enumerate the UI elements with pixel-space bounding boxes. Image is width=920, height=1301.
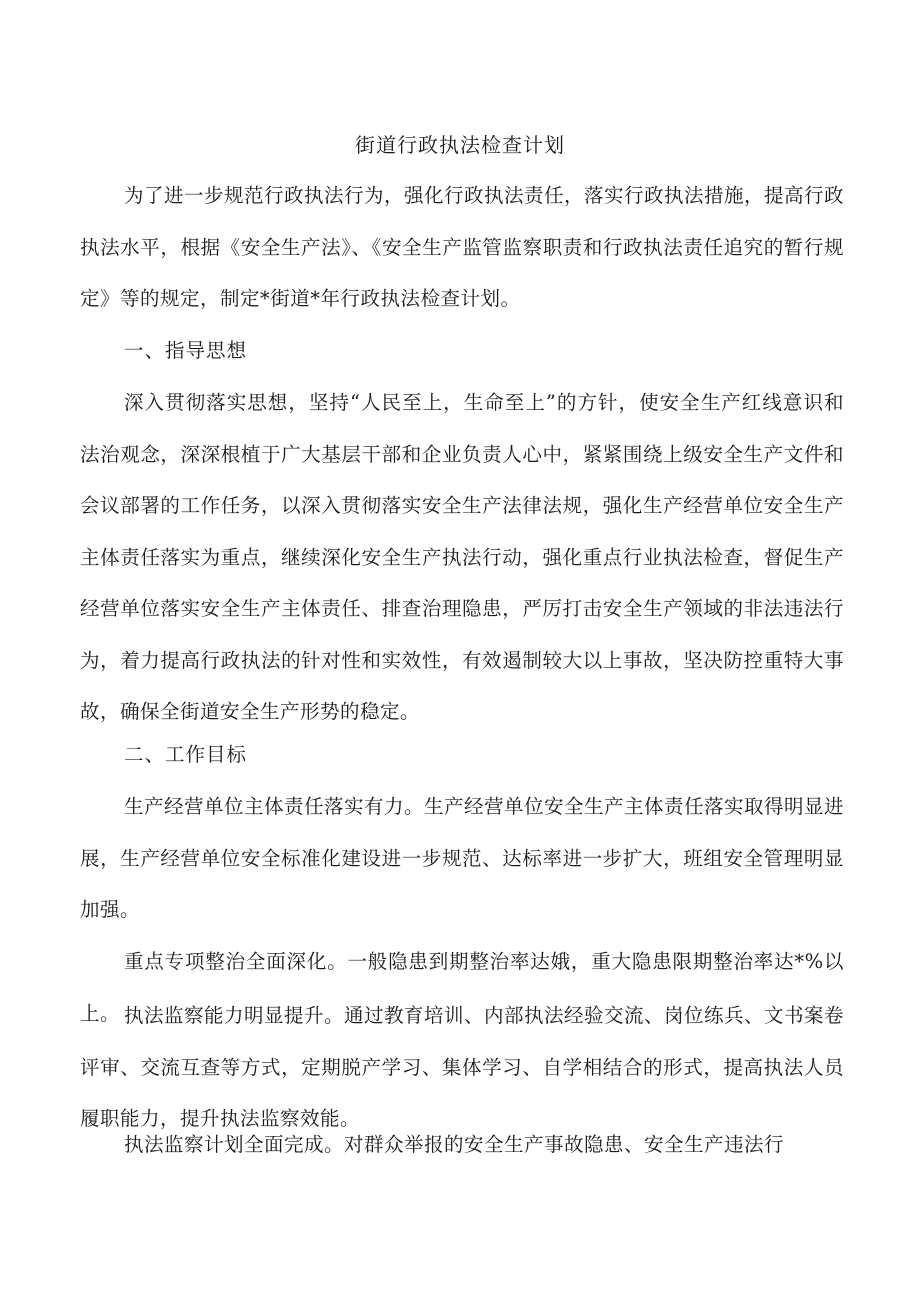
intro-paragraph: 为了进一步规范行政执法行为，强化行政执法责任，落实行政执法措施，提高行政执法水平，根据《安全生产法》、《安全生产监管监察职责和行政执法责任追究的暂行规定》等的规定，制定*街道*年行政执法检查计划。 <box>80 184 845 310</box>
guiding-ideology-paragraph: 深入贯彻落实思想，坚持“人民至上，生命至上”的方针，使安全生产红线意识和法治观念，深深根植于广大基层干部和企业负责人心中，紧紧围绕上级安全生产文件和会议部署的工作任务，以深入贯彻落实安全生产法律法规，强化生产经营单位安全生产主体责任落实为重点，继续深化安全生产执法行动，强化重点行业执法检查，督促生产经营单位落实安全生产主体责任、排查治理隐患，严厉打击安全生产领域的非法违法行为，着力提高行政执法的针对性和实效性，有效遏制较大以上事故，坚决防控重特大事故，确保全街道安全生产形势的稳定。 <box>80 391 844 723</box>
goal-paragraph-rectification: 重点专项整治全面深化。一般隐患到期整治率达娥，重大隐患限期整治率达*%以上。 <box>80 950 844 1025</box>
section-heading-guiding-ideology: 一、指导思想 <box>124 339 248 362</box>
section-heading-work-goals: 二、工作目标 <box>124 743 248 766</box>
goal-paragraph-enforcement-capacity: 执法监察能力明显提升。通过教育培训、内部执法经验交流、岗位练兵、文书案卷评审、交流互查等方式，定期脱产学习、集体学习、自学相结合的形式，提高执法人员履职能力，提升执法监察效能。 <box>80 1004 845 1130</box>
document-title: 街道行政执法检查计划 <box>355 133 565 157</box>
goal-paragraph-responsibility: 生产经营单位主体责任落实有力。生产经营单位安全生产主体责任落实取得明显进展，生产经营单位安全标准化建设进一步规范、达标率进一步扩大，班组安全管理明显加强。 <box>80 795 845 921</box>
goal-paragraph-inspection-plan: 执法监察计划全面完成。对群众举报的安全生产事故隐患、安全生产违法行 <box>124 1133 785 1156</box>
